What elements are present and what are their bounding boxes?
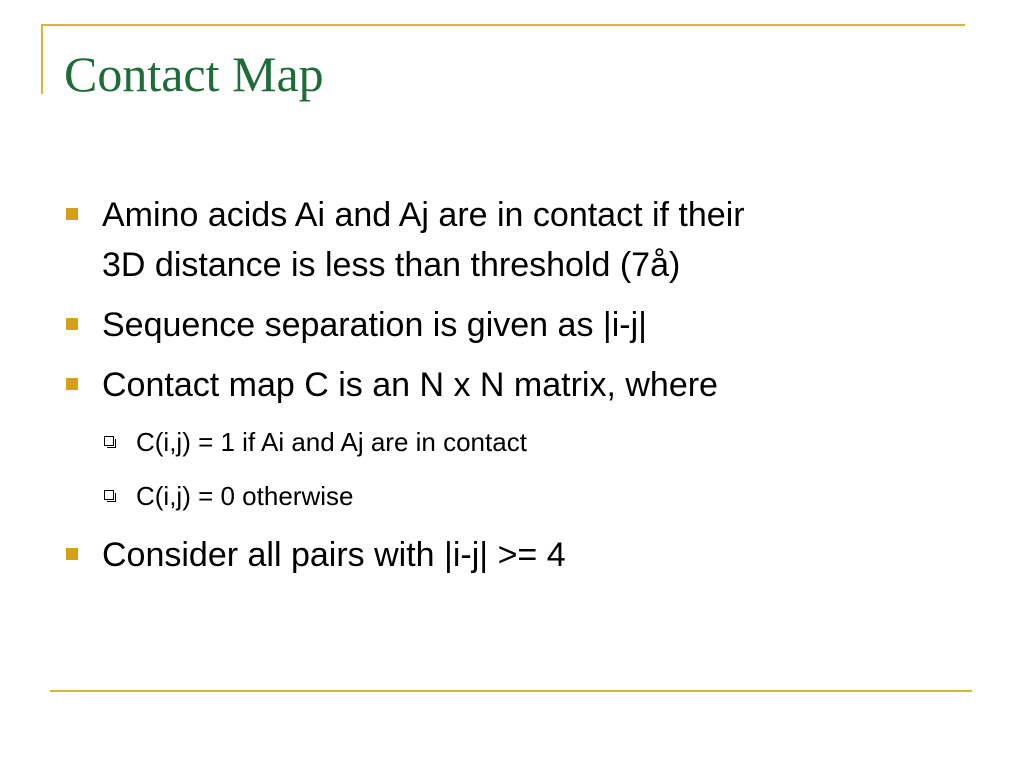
bullet-item [102,300,942,350]
filled-square-icon [66,208,78,220]
filled-square-icon [66,318,78,330]
bullet-line: C(i,j) = 1 if Ai and Aj are in contact [136,427,527,457]
sub-bullet-item [136,476,936,516]
filled-square-icon [66,378,78,390]
sub-bullet-item [136,422,936,462]
bullet-item [102,190,942,290]
bullet-item [102,360,942,410]
bullet-item [102,530,942,580]
bullet-line: Consider all pairs with |i-j| >= 4 [102,536,566,574]
slide-title: Contact Map [64,46,324,102]
top-accent-rule [41,24,965,26]
hollow-square-icon [104,436,114,446]
bullet-line: Amino acids Ai and Aj are in contact if their [102,196,745,234]
bullet-line: Contact map C is an N x N matrix, where [102,366,718,404]
bullet-line: Sequence separation is given as |i-j| [102,306,647,344]
bottom-accent-rule [50,690,972,692]
bullet-line: 3D distance is less than threshold (7å) [102,246,681,284]
filled-square-icon [66,548,78,560]
left-accent-rule [41,24,43,94]
bullet-line: C(i,j) = 0 otherwise [136,481,354,511]
hollow-square-icon [104,490,114,500]
